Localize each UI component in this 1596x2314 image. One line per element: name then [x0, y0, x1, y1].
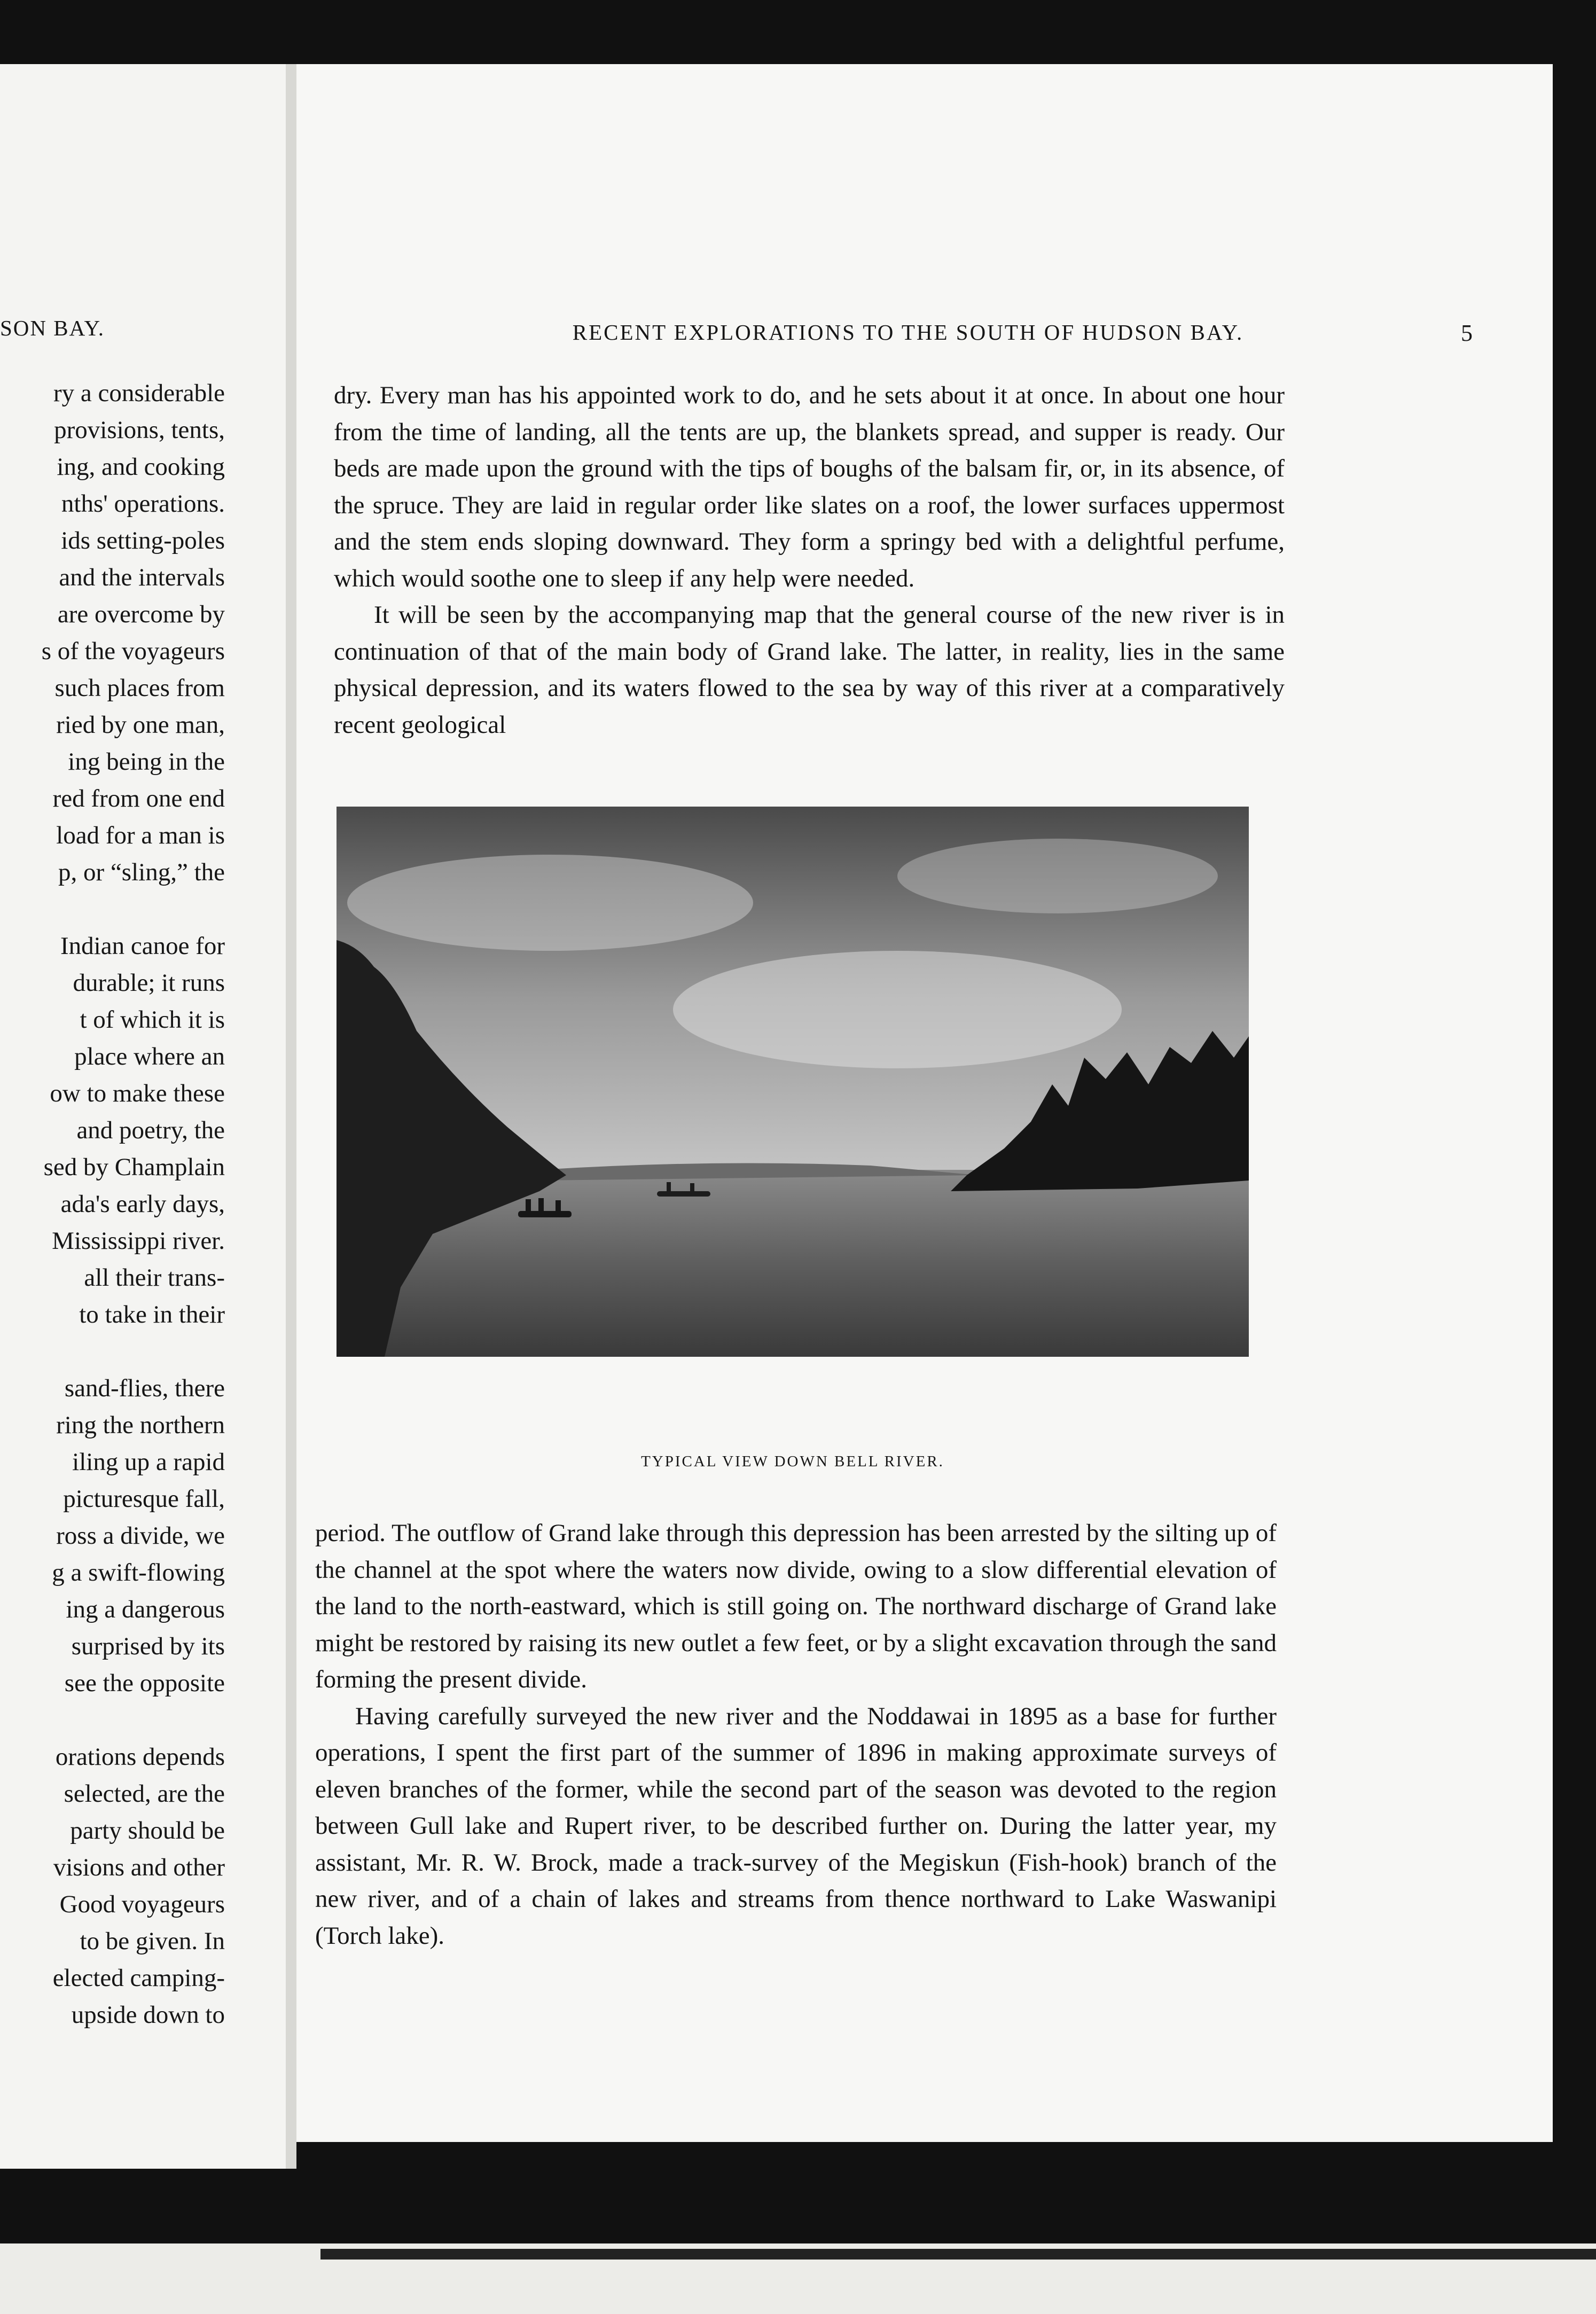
left-text-line: ried by one man,	[56, 711, 225, 739]
left-paragraph-gap	[0, 1702, 225, 1739]
left-text-line: ry a considerable	[53, 379, 225, 407]
left-text-line: p, or “sling,” the	[58, 858, 225, 886]
left-text-line: orations depends	[55, 1743, 225, 1771]
left-paragraph-gap	[0, 1333, 225, 1370]
left-text-line: selected, are the	[64, 1780, 225, 1808]
running-head-title: RECENT EXPLORATIONS TO THE SOUTH OF HUDSON BAY.	[572, 320, 1244, 345]
left-text-line: ross a divide, we	[56, 1522, 225, 1550]
left-text-line: and poetry, the	[76, 1116, 225, 1144]
left-page	[0, 64, 286, 2169]
right-page	[296, 64, 1553, 2142]
river-photo-image	[337, 807, 1249, 1357]
running-head	[454, 319, 1473, 346]
left-text-line: surprised by its	[71, 1632, 225, 1660]
left-text-line: red from one end	[52, 785, 225, 812]
left-text-line: Good voyageurs	[59, 1890, 225, 1918]
left-text-line: ring the northern	[56, 1411, 225, 1439]
left-text-line: to be given. In	[80, 1927, 225, 1955]
left-paragraph-gap	[0, 891, 225, 928]
page-gutter	[286, 64, 296, 2169]
left-text-line: ing being in the	[68, 748, 225, 776]
left-text-line: ada's early days,	[60, 1190, 225, 1218]
left-text-line: place where an	[74, 1043, 225, 1070]
left-text-line: sand-flies, there	[64, 1374, 225, 1402]
left-text-line: party should be	[70, 1817, 225, 1844]
left-text-line: such places from	[54, 674, 225, 702]
left-text-line: g a swift-flowing	[52, 1559, 225, 1586]
left-text-line: iling up a rapid	[72, 1448, 225, 1476]
left-text-line: upside down to	[71, 2001, 225, 2029]
paragraph: It will be seen by the accompanying map that the general course of the new river is in continuation of that of the main body of Grand lake. The latter, in reality, lies in the same physical depression, and its waters flowed to the sea by way of this river at a comparatively recent geological	[334, 601, 1285, 739]
left-text-line: elected camping-	[52, 1964, 225, 1992]
paragraph: dry. Every man has his appointed work to do, and he sets about it at once. In about one hour from the time of landing, all the tents are up, the blankets spread, and supper is ready. Our beds are made upon the ground with the tips of boughs of the balsam fir, or, in its absence, of the spruce. They are laid in regular order like slates on a roof, the lower surfaces uppermost and the stem ends sloping downward. They form a springy bed with a delightful perfume, which would soothe one to sleep if any help were needed.	[334, 381, 1285, 592]
page-number: 5	[1461, 320, 1473, 346]
left-text-line: to take in their	[79, 1301, 225, 1328]
left-text-line: nths' operations.	[61, 490, 225, 518]
left-text-line: ing, and cooking	[57, 453, 225, 481]
left-text-line: ow to make these	[50, 1080, 225, 1107]
river-photograph	[337, 807, 1249, 1357]
left-text-line: are overcome by	[57, 600, 225, 628]
left-text-line: t of which it is	[80, 1006, 225, 1034]
left-text-line: visions and other	[53, 1854, 225, 1881]
figure-caption: TYPICAL VIEW DOWN BELL RIVER.	[641, 1453, 944, 1470]
paragraph: Having carefully surveyed the new river and the Noddawai in 1895 as a base for further operations, I spent the first part of the summer of 1896 in making approximate surveys of eleven branches of the former, while the second part of the season was devoted to the region between Gull lake and Rupert river, to be described further on. During the latter year, my assistant, Mr. R. W. Brock, made a track-survey of the Megiskun (Fish-hook) branch of the new river, and of a chain of lakes and streams from thence northward to Lake Waswanipi (Torch lake).	[315, 1702, 1277, 1950]
left-text-line: Indian canoe for	[60, 932, 225, 960]
left-text-line: and the intervals	[59, 564, 225, 591]
text-block-top	[334, 377, 1285, 743]
left-text-line: ing a dangerous	[66, 1596, 225, 1623]
text-block-bottom	[315, 1515, 1277, 1954]
left-text-line: see the opposite	[64, 1669, 225, 1697]
left-page-text	[0, 375, 225, 2034]
paragraph: period. The outflow of Grand lake through this depression has been arrested by the silting up of the channel at the spot where the waters now divide, owing to a slow differential elevation of the land to the north-eastward, which is still going on. The northward discharge of Grand lake might be restored by raising its new outlet a few feet, or by a slight excavation through the sand forming the present divide.	[315, 1519, 1277, 1693]
page-edge-shadow	[320, 2249, 1596, 2260]
left-text-line: durable; it runs	[73, 969, 225, 997]
left-text-line: load for a man is	[56, 822, 225, 849]
left-text-line: sed by Champlain	[43, 1153, 225, 1181]
left-text-line: ids setting-poles	[61, 527, 225, 554]
left-text-line: all their trans-	[84, 1264, 225, 1292]
left-text-line: s of the voyageurs	[41, 637, 225, 665]
left-text-line: picturesque fall,	[63, 1485, 225, 1513]
left-running-head: SON BAY.	[0, 316, 105, 340]
left-text-line: provisions, tents,	[54, 416, 225, 444]
left-text-line: Mississippi river.	[52, 1227, 225, 1255]
